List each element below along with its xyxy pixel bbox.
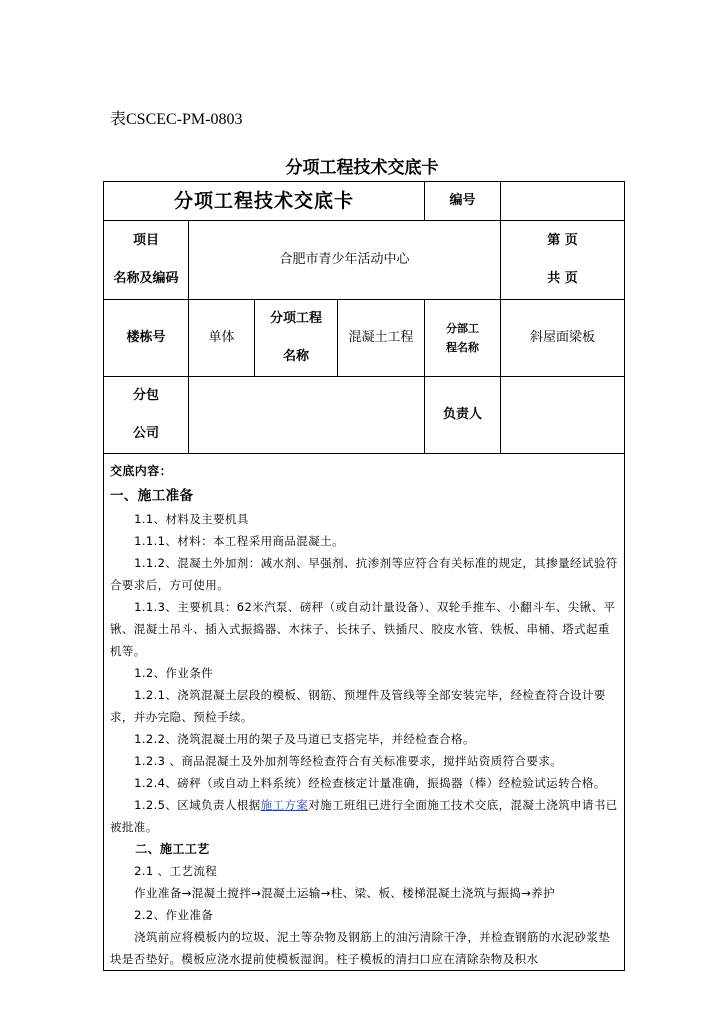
page-total-label: 共 页 xyxy=(547,271,578,286)
page-info-cell xyxy=(501,221,625,300)
para-1-2-3: 1.2.3 、商品混凝土及外加剂等经检查符合有关标准要求，搅拌站资质符合要求。 xyxy=(134,754,563,768)
para-2-1-flow: 作业准备→混凝土搅拌→混凝土运输→柱、梁、板、楼梯混凝土浇筑与振捣→养护 xyxy=(134,886,556,900)
para-1-1-2: 1.1.2、混凝土外加剂：减水剂、早强剂、抗渗剂等应符合有关标准的规定，其掺量经试验符合要求后，方可使用。 xyxy=(110,556,618,592)
project-name: 合肥市青少年活动中心 xyxy=(189,221,501,300)
division-label-line1: 分部工 xyxy=(446,322,480,335)
content-cell xyxy=(104,454,625,971)
para-2-1: 2.1 、工艺流程 xyxy=(134,864,218,878)
card-title-cell xyxy=(104,182,425,221)
para-2-2: 2.2、作业准备 xyxy=(134,908,214,922)
project-label-cell xyxy=(104,221,189,300)
division-label-line2: 程名称 xyxy=(446,341,480,354)
section-1-title: 一、施工准备 xyxy=(110,488,194,504)
subcontract-label-line2: 公司 xyxy=(132,426,159,441)
building-value: 单体 xyxy=(189,300,255,377)
building-row xyxy=(104,300,625,377)
para-1-1: 1.1、材料及主要机具 xyxy=(134,512,249,526)
subitem-label-line2: 名称 xyxy=(282,349,309,364)
para-1-2-2: 1.2.2、浇筑混凝土用的架子及马道已支搭完毕，并经检查合格。 xyxy=(134,732,475,746)
building-label: 楼栋号 xyxy=(104,300,189,377)
project-label-line1: 项目 xyxy=(132,233,159,248)
para-1-2: 1.2、作业条件 xyxy=(134,666,214,680)
card-title: 分项工程技术交底卡 xyxy=(174,189,355,212)
page-number-label: 第 页 xyxy=(547,233,578,248)
subcontract-label-line1: 分包 xyxy=(132,388,159,403)
form-code: 表CSCEC-PM-0803 xyxy=(110,111,243,128)
para-1-2-5 xyxy=(110,794,618,838)
para-1-2-5-end: 对施工班组已进行全面施工技术交底，混凝土浇筑申请书已被批准。 xyxy=(110,798,618,834)
disclosure-card-table xyxy=(103,181,625,971)
para-1-2-4: 1.2.4、磅秤（或自动上料系统）经检查核定计量准确，振捣器（棒）经检验试运转合格。 xyxy=(134,776,606,790)
para-1-1-3: 1.1.3、主要机具：62米汽泵、磅秤（或自动计量设备）、双轮手推车、小翻斗车、尖锹、平锹、混凝土吊斗、插入式振捣器、木抹子、长抹子、铁插尺、胶皮水管、铁板、串桶、塔式起重机等。 xyxy=(110,600,616,658)
subcontract-row xyxy=(104,377,625,454)
project-label-line2: 名称及编码 xyxy=(113,271,179,286)
subcontract-label-cell xyxy=(104,377,189,454)
project-row xyxy=(104,221,625,300)
content-row xyxy=(104,454,625,971)
para-1-2-5-start: 1.2.5、区域负责人根据 xyxy=(134,798,261,812)
responsible-value[interactable] xyxy=(501,377,625,454)
number-value[interactable] xyxy=(501,182,625,221)
number-label: 编号 xyxy=(425,182,501,221)
section-2-title: 二、施工工艺 xyxy=(135,842,210,856)
content-label: 交底内容： xyxy=(110,464,173,478)
responsible-label: 负责人 xyxy=(425,377,501,454)
subitem-label-cell xyxy=(255,300,338,377)
construction-plan-link[interactable]: 施工方案 xyxy=(260,798,309,812)
para-2-2-text: 浇筑前应将模板内的垃圾、泥土等杂物及钢筋上的油污清除干净，并检查钢筋的水泥砂浆垫块是否垫好。模板应浇水提前使模板湿润。柱子模板的清扫口应在清除杂物及积水 xyxy=(110,930,611,966)
subitem-value: 混凝土工程 xyxy=(338,300,425,377)
subcontract-company[interactable] xyxy=(189,377,425,454)
header-row xyxy=(104,182,625,221)
para-1-1-1: 1.1.1、材料：本工程采用商品混凝土。 xyxy=(134,534,344,548)
division-value: 斜屋面梁板 xyxy=(501,300,625,377)
page-title: 分项工程技术交底卡 xyxy=(285,158,439,178)
subitem-label-line1: 分项工程 xyxy=(269,311,322,326)
para-1-2-1: 1.2.1、浇筑混凝土层段的模板、钢筋、预埋件及管线等全部安装完毕，经检查符合设计要求，并办完隐、预检手续。 xyxy=(110,688,606,724)
disclosure-content xyxy=(104,454,624,970)
division-label-cell xyxy=(425,300,501,377)
